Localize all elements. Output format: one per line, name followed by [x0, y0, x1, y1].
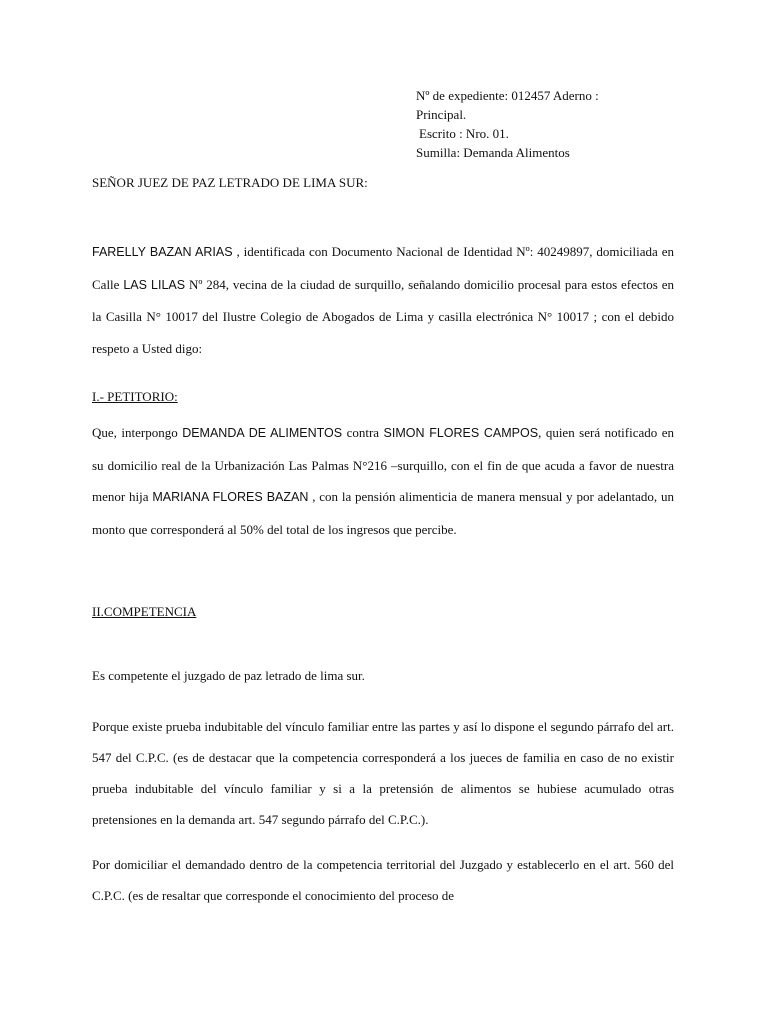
petitorio-text-3: , quien será notificado en su domicilio real de la Urbanización Las Palmas N°216 –surquillo, con el fin de que acuda a favor de nuestra menor hija [92, 425, 675, 504]
petitorio-heading: I.- PETITORIO: [92, 389, 178, 404]
case-number: Nº de expediente: 012457 Aderno : [416, 88, 599, 103]
petitorio-text-4: , con la pensión alimenticia de manera mensual y por adelantado, un monto que corresponderá al 50% del total de los ingresos que percibe. [92, 489, 674, 537]
intro-paragraph [92, 236, 674, 364]
case-principal: Principal. [416, 107, 467, 122]
competencia-paragraph-2: Porque existe prueba indubitable del vínculo familiar entre las partes y así lo dispone el segundo párrafo del art. 547 del C.P.C. (es de destacar que la competencia corresponderá a los jueces de familia en caso de no existir prueba indubitable del vínculo familiar y si a la pretensión de alimentos se hubiese acumulado otras pretensiones en la demanda art. 547 segundo párrafo del C.P.C.). [92, 719, 674, 827]
petitorio-text-1: Que, interpongo [92, 425, 183, 440]
street-name: LAS LILAS [123, 277, 186, 292]
intro-text-2: Nº 284, vecina de la ciudad de surquillo, señalando domicilio procesal para estos efectos en la Casilla N° 10017 del Ilustre Colegio de Abogados de Lima y casilla electrónica N° 10017 ; con el debido respeto a Usted digo: [92, 276, 674, 356]
addressee: SEÑOR JUEZ DE PAZ LETRADO DE LIMA SUR: [92, 175, 368, 190]
competencia-heading: II.COMPETENCIA [92, 604, 197, 619]
defendant-name: SIMON FLORES CAMPOS [383, 426, 539, 440]
child-name: MARIANA FLORES BAZAN [152, 490, 309, 504]
case-summary: Sumilla: Demanda Alimentos [416, 145, 570, 160]
case-writ: Escrito : Nro. 01. [419, 126, 509, 141]
case-header [416, 86, 746, 162]
petitorio-paragraph [92, 417, 674, 545]
plaintiff-name: FARELLY BAZAN ARIAS [92, 245, 233, 259]
intro-text-1: , identificada con Documento Nacional de Identidad Nº: 40249897, domiciliada en Calle [92, 244, 674, 292]
demand-type: DEMANDA DE ALIMENTOS [182, 426, 343, 440]
competencia-paragraph-1: Es competente el juzgado de paz letrado de lima sur. [92, 668, 365, 683]
petitorio-text-2: contra [342, 425, 384, 440]
competencia-paragraph-3: Por domiciliar el demandado dentro de la competencia territorial del Juzgado y establecerlo en el art. 560 del C.P.C. (es de resaltar que corresponde el conocimiento del proceso de [92, 857, 674, 903]
